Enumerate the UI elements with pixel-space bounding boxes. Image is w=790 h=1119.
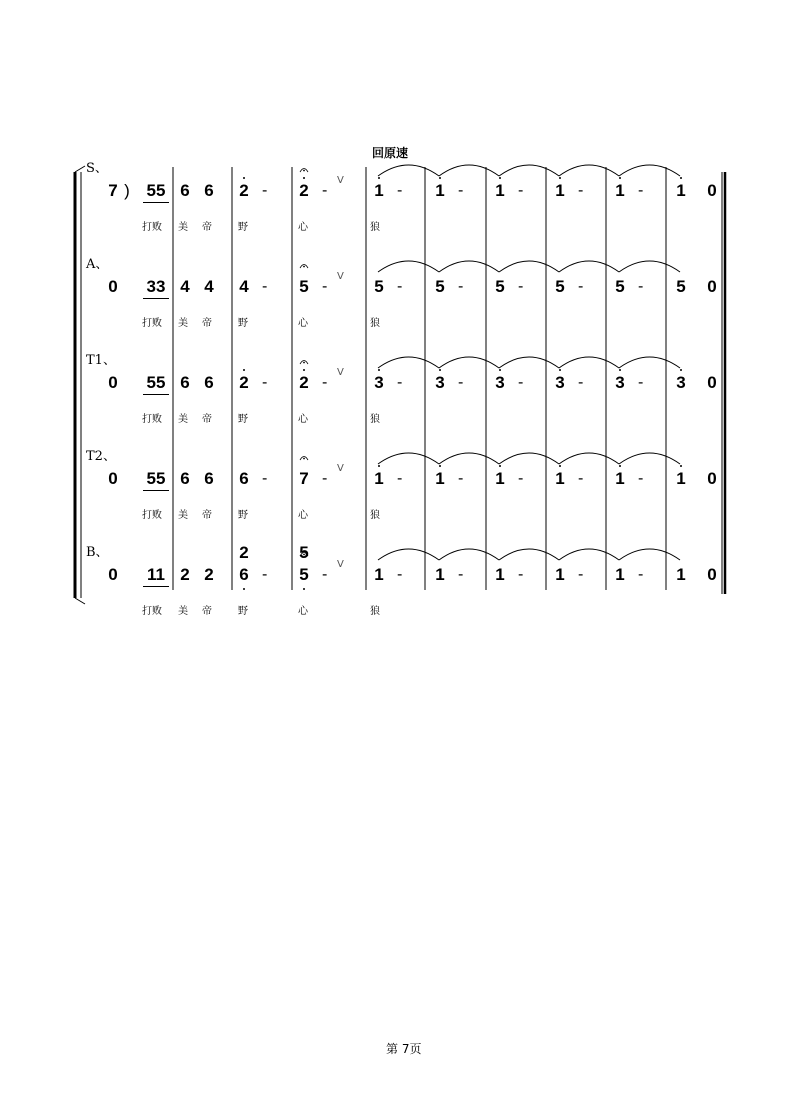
pickup-note: 0 bbox=[108, 469, 118, 488]
hold-dash: - bbox=[638, 566, 644, 583]
hold-dash: - bbox=[638, 470, 644, 487]
tied-note: 3 bbox=[374, 373, 384, 392]
hold-dash: - bbox=[262, 374, 268, 391]
rest-end: 0 bbox=[707, 277, 717, 296]
tied-note: 3 bbox=[435, 373, 445, 392]
voice-label: T2、 bbox=[86, 449, 116, 464]
octave-dot-above bbox=[303, 177, 305, 179]
eighth-underline bbox=[143, 490, 169, 491]
tied-note: 5 bbox=[435, 277, 445, 296]
measure4-note: 7 bbox=[299, 469, 309, 488]
octave-dot-above bbox=[378, 465, 380, 467]
lyric-syllable: 打败 bbox=[142, 510, 162, 521]
lyric-syllable: 野 bbox=[238, 606, 248, 617]
lyric-syllable: 心 bbox=[298, 318, 308, 329]
lyric-syllable: 心 bbox=[298, 606, 308, 617]
tie-arc bbox=[559, 261, 619, 272]
lyric-syllable: 打败 bbox=[142, 222, 162, 233]
tied-note: 1 bbox=[555, 565, 565, 584]
measure4-note: 2 bbox=[299, 181, 309, 200]
lyric-syllable: 狼 bbox=[370, 510, 380, 521]
measure3-note: 4 bbox=[239, 277, 249, 296]
lyric-syllable: 打败 bbox=[142, 606, 162, 617]
octave-dot-above bbox=[619, 369, 621, 371]
eighth-underline bbox=[143, 586, 169, 587]
bracket-bottom-hook bbox=[75, 598, 85, 604]
tie-arc bbox=[378, 549, 439, 560]
tied-note: 1 bbox=[435, 181, 445, 200]
lyric-syllable: 打败 bbox=[142, 318, 162, 329]
measure3-upper-note: 2 bbox=[239, 543, 249, 562]
pickup-note: 0 bbox=[108, 373, 118, 392]
measure3-note: 2 bbox=[239, 373, 249, 392]
measure1-notes: 11 bbox=[147, 565, 165, 584]
tied-note: 1 bbox=[615, 469, 625, 488]
fermata-dot bbox=[303, 362, 305, 364]
hold-dash: - bbox=[518, 566, 524, 583]
tied-note: 1 bbox=[435, 565, 445, 584]
pickup-note: 0 bbox=[108, 565, 118, 584]
rest-end: 0 bbox=[707, 565, 717, 584]
tied-note: 5 bbox=[676, 277, 686, 296]
hold-dash: - bbox=[578, 470, 584, 487]
octave-dot-above bbox=[680, 177, 682, 179]
hold-dash: - bbox=[638, 374, 644, 391]
measure1-notes: 33 bbox=[146, 277, 166, 296]
hold-dash: - bbox=[262, 470, 268, 487]
tie-arc bbox=[619, 453, 680, 464]
hold-dash: - bbox=[458, 470, 464, 487]
tie-arc bbox=[439, 453, 499, 464]
breath-mark: V bbox=[337, 559, 344, 570]
hold-dash: - bbox=[322, 278, 328, 295]
tie-arc bbox=[378, 357, 439, 368]
tie-arc bbox=[439, 165, 499, 176]
measure2-note-a: 6 bbox=[180, 373, 190, 392]
measure2-note-a: 6 bbox=[180, 469, 190, 488]
hold-dash: - bbox=[518, 374, 524, 391]
tied-note: 5 bbox=[374, 277, 384, 296]
lyric-syllable: 狼 bbox=[370, 222, 380, 233]
hold-dash: - bbox=[518, 470, 524, 487]
voice-label: A、 bbox=[86, 257, 109, 272]
eighth-underline bbox=[143, 298, 169, 299]
page-number: 第 7页 bbox=[386, 1042, 422, 1056]
lyric-syllable: 狼 bbox=[370, 606, 380, 617]
octave-dot-above bbox=[680, 465, 682, 467]
measure2-note-a: 6 bbox=[180, 181, 190, 200]
tied-note: 1 bbox=[676, 181, 686, 200]
rest-end: 0 bbox=[707, 373, 717, 392]
hold-dash: - bbox=[322, 374, 328, 391]
lyric-syllable: 帝 bbox=[202, 318, 212, 329]
lyric-syllable: 野 bbox=[238, 318, 248, 329]
lyric-syllable: 狼 bbox=[370, 414, 380, 425]
fermata-dot bbox=[303, 458, 305, 460]
hold-dash: - bbox=[578, 182, 584, 199]
octave-dot-below bbox=[243, 588, 245, 590]
octave-dot-above bbox=[680, 369, 682, 371]
tie-arc bbox=[559, 453, 619, 464]
tie-arc bbox=[559, 357, 619, 368]
lyric-syllable: 美 bbox=[178, 222, 188, 233]
lyric-syllable: 野 bbox=[238, 414, 248, 425]
measure2-note-b: 6 bbox=[204, 181, 214, 200]
tied-note: 1 bbox=[374, 181, 384, 200]
tied-note: 1 bbox=[495, 469, 505, 488]
hold-dash: - bbox=[578, 374, 584, 391]
tie-arc bbox=[378, 453, 439, 464]
measure4-note: 2 bbox=[299, 373, 309, 392]
hold-dash: - bbox=[458, 374, 464, 391]
tied-note: 1 bbox=[676, 565, 686, 584]
tie-arc bbox=[499, 357, 559, 368]
octave-dot-above bbox=[499, 177, 501, 179]
lyric-syllable: 帝 bbox=[202, 414, 212, 425]
voice-label: B、 bbox=[86, 545, 109, 560]
breath-mark: V bbox=[337, 367, 344, 378]
measure2-note-b: 6 bbox=[204, 469, 214, 488]
tie-arc bbox=[619, 261, 680, 272]
octave-dot-above bbox=[439, 369, 441, 371]
hold-dash: - bbox=[397, 374, 403, 391]
fermata-dot bbox=[303, 266, 305, 268]
tie-arc bbox=[499, 453, 559, 464]
pickup-note: 7 bbox=[108, 181, 118, 200]
tied-note: 3 bbox=[676, 373, 686, 392]
tie-arc bbox=[439, 357, 499, 368]
measure2-note-a: 4 bbox=[180, 277, 190, 296]
octave-dot-above bbox=[559, 369, 561, 371]
lyric-syllable: 帝 bbox=[202, 510, 212, 521]
hold-dash: - bbox=[262, 182, 268, 199]
measure4-note: 5 bbox=[299, 277, 309, 296]
voice-label: S、 bbox=[86, 161, 108, 176]
lyric-syllable: 心 bbox=[298, 414, 308, 425]
lyric-syllable: 帝 bbox=[202, 222, 212, 233]
tie-arc bbox=[619, 549, 680, 560]
hold-dash: - bbox=[458, 182, 464, 199]
tie-arc bbox=[499, 165, 559, 176]
tie-arc bbox=[378, 165, 439, 176]
octave-dot-above bbox=[499, 369, 501, 371]
tied-note: 5 bbox=[555, 277, 565, 296]
measure2-note-b: 4 bbox=[204, 277, 214, 296]
lyric-syllable: 美 bbox=[178, 318, 188, 329]
lyric-syllable: 狼 bbox=[370, 318, 380, 329]
hold-dash: - bbox=[578, 278, 584, 295]
hold-dash: - bbox=[262, 566, 268, 583]
measure2-note-b: 2 bbox=[204, 565, 214, 584]
tempo-marking: 回原速 bbox=[372, 146, 409, 160]
measure4-note: 5 bbox=[299, 565, 309, 584]
octave-dot-above bbox=[559, 465, 561, 467]
hold-dash: - bbox=[322, 470, 328, 487]
octave-dot-above bbox=[303, 369, 305, 371]
octave-dot-above bbox=[559, 177, 561, 179]
hold-dash: - bbox=[322, 182, 328, 199]
measure4-upper-note: 5 bbox=[299, 543, 309, 562]
breath-mark: V bbox=[337, 463, 344, 474]
tie-arc bbox=[619, 165, 680, 176]
tied-note: 1 bbox=[555, 181, 565, 200]
tie-arc bbox=[439, 549, 499, 560]
tied-note: 5 bbox=[495, 277, 505, 296]
lyric-syllable: 心 bbox=[298, 222, 308, 233]
lyric-syllable: 野 bbox=[238, 222, 248, 233]
tied-note: 1 bbox=[435, 469, 445, 488]
lyric-syllable: 美 bbox=[178, 510, 188, 521]
tied-note: 1 bbox=[615, 181, 625, 200]
lyric-syllable: 野 bbox=[238, 510, 248, 521]
lyric-syllable: 帝 bbox=[202, 606, 212, 617]
eighth-underline bbox=[143, 202, 169, 203]
measure2-note-b: 6 bbox=[204, 373, 214, 392]
hold-dash: - bbox=[518, 182, 524, 199]
tied-note: 1 bbox=[615, 565, 625, 584]
octave-dot-above bbox=[499, 465, 501, 467]
tie-arc bbox=[559, 549, 619, 560]
hold-dash: - bbox=[578, 566, 584, 583]
pickup-note: 0 bbox=[108, 277, 118, 296]
hold-dash: - bbox=[397, 566, 403, 583]
octave-dot-above bbox=[619, 177, 621, 179]
hold-dash: - bbox=[638, 182, 644, 199]
octave-dot-above bbox=[619, 465, 621, 467]
tied-note: 1 bbox=[676, 469, 686, 488]
hold-dash: - bbox=[458, 566, 464, 583]
tied-note: 1 bbox=[495, 565, 505, 584]
octave-dot-above bbox=[378, 177, 380, 179]
tie-arc bbox=[439, 261, 499, 272]
hold-dash: - bbox=[262, 278, 268, 295]
octave-dot-above bbox=[439, 465, 441, 467]
tie-arc bbox=[499, 261, 559, 272]
hold-dash: - bbox=[397, 278, 403, 295]
tie-arc bbox=[559, 165, 619, 176]
tied-note: 3 bbox=[555, 373, 565, 392]
tie-arc bbox=[499, 549, 559, 560]
measure1-notes: 55 bbox=[146, 373, 166, 392]
tie-arc bbox=[378, 261, 439, 272]
eighth-underline bbox=[143, 394, 169, 395]
octave-dot-above bbox=[378, 369, 380, 371]
breath-mark: V bbox=[337, 271, 344, 282]
hold-dash: - bbox=[322, 566, 328, 583]
hold-dash: - bbox=[518, 278, 524, 295]
octave-dot-above bbox=[439, 177, 441, 179]
measure2-note-a: 2 bbox=[180, 565, 190, 584]
measure1-notes: 55 bbox=[146, 469, 166, 488]
hold-dash: - bbox=[458, 278, 464, 295]
measure1-notes: 55 bbox=[146, 181, 166, 200]
tied-note: 3 bbox=[495, 373, 505, 392]
breath-mark: V bbox=[337, 175, 344, 186]
tied-note: 1 bbox=[374, 469, 384, 488]
bracket-top-hook bbox=[75, 166, 85, 172]
voice-label: T1、 bbox=[86, 353, 116, 368]
rest-end: 0 bbox=[707, 469, 717, 488]
tied-note: 5 bbox=[615, 277, 625, 296]
lyric-syllable: 美 bbox=[178, 414, 188, 425]
lyric-syllable: 打败 bbox=[142, 414, 162, 425]
lyric-syllable: 美 bbox=[178, 606, 188, 617]
measure3-note: 6 bbox=[239, 565, 249, 584]
tied-note: 1 bbox=[555, 469, 565, 488]
tied-note: 3 bbox=[615, 373, 625, 392]
measure3-note: 2 bbox=[239, 181, 249, 200]
tied-note: 1 bbox=[374, 565, 384, 584]
hold-dash: - bbox=[638, 278, 644, 295]
hold-dash: - bbox=[397, 470, 403, 487]
tied-note: 1 bbox=[495, 181, 505, 200]
paren-close: ) bbox=[124, 181, 130, 200]
octave-dot-above bbox=[243, 177, 245, 179]
measure3-note: 6 bbox=[239, 469, 249, 488]
hold-dash: - bbox=[397, 182, 403, 199]
lyric-syllable: 心 bbox=[298, 510, 308, 521]
octave-dot-below bbox=[303, 588, 305, 590]
tie-arc bbox=[619, 357, 680, 368]
fermata-dot bbox=[303, 170, 305, 172]
rest-end: 0 bbox=[707, 181, 717, 200]
octave-dot-above bbox=[243, 369, 245, 371]
